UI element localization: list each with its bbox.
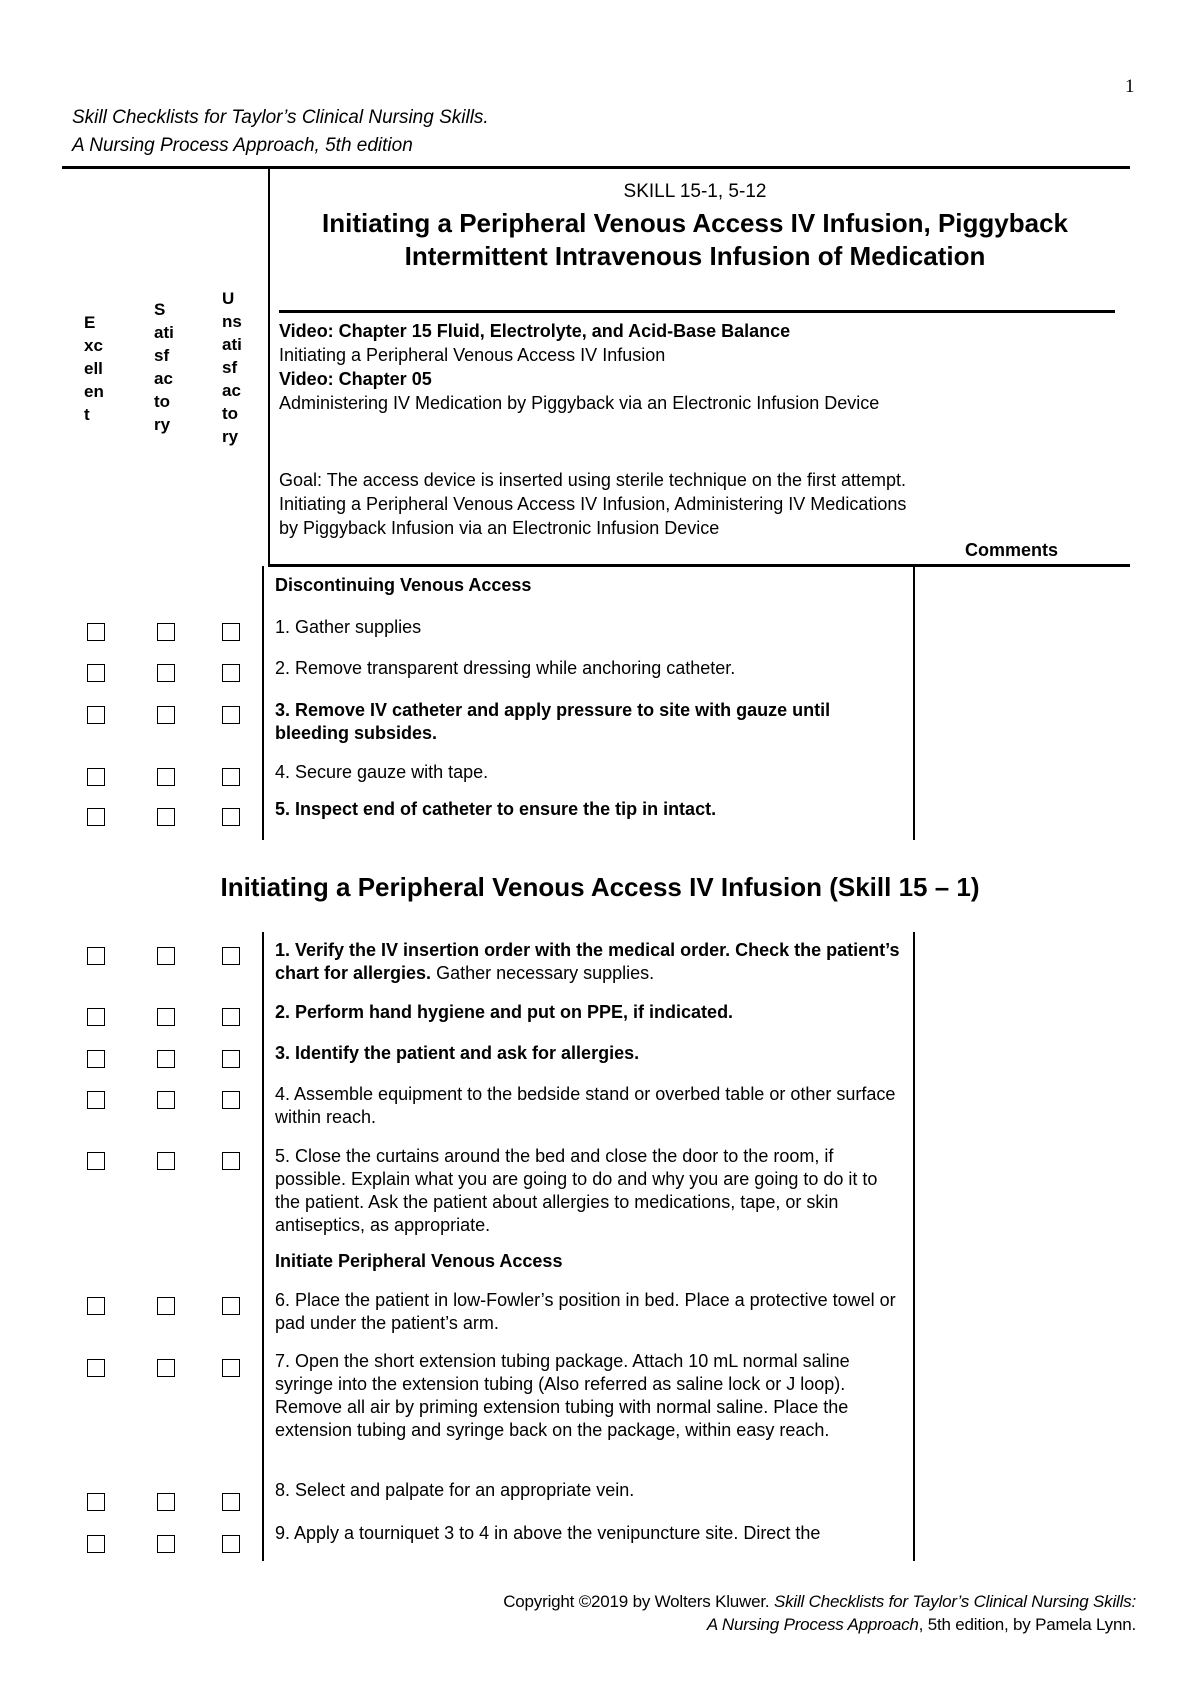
section2-step-4: 4. Assemble equipment to the bedside stand or overbed table or other surface within reach. — [275, 1084, 896, 1127]
satisfactory-checkbox[interactable] — [157, 1359, 175, 1377]
satisfactory-checkbox[interactable] — [157, 1297, 175, 1315]
column-header-fragment: t — [84, 405, 90, 424]
header-rule — [62, 166, 1130, 169]
column-header-fragment: to — [222, 404, 239, 423]
satisfactory-checkbox[interactable] — [157, 808, 175, 826]
satisfactory-checkbox[interactable] — [157, 1535, 175, 1553]
section1-heading: Discontinuing Venous Access — [275, 575, 532, 595]
title-rule — [279, 310, 1115, 313]
unsatisfactory-checkbox[interactable] — [222, 808, 240, 826]
column-header-fragment: ns — [222, 312, 242, 331]
unsatisfactory-checkbox[interactable] — [222, 1493, 240, 1511]
column-header-fragment: S — [154, 300, 166, 319]
column-header-fragment: U — [222, 289, 235, 308]
section2-subheading: Initiate Peripheral Venous Access — [275, 1251, 563, 1271]
column-header-fragment: xc — [84, 336, 103, 355]
column-header-fragment: ati — [154, 323, 174, 342]
column-header-fragment: sf — [154, 346, 170, 365]
satisfactory-checkbox[interactable] — [157, 1493, 175, 1511]
section2-step-5: 5. Close the curtains around the bed and close the door to the room, if possible. Explain what you are going to do and why you are going to do it to the patient. Ask the patient about allergies to medications, tape, or skin antiseptics, as appropriate. — [275, 1146, 878, 1235]
section1-step: 2. Remove transparent dressing while anchoring catheter. — [275, 658, 736, 678]
column-header-fragment: ell — [84, 359, 103, 378]
section2-step-7: 7. Open the short extension tubing package. Attach 10 mL normal saline syringe into the extension tubing (Also referred as saline lock or J loop). Remove all air by priming extension tubing with normal saline. Place the extension tubing and syringe back on the package, within easy reach. — [275, 1351, 850, 1440]
step-1-rest: Gather necessary supplies. — [431, 963, 655, 983]
satisfactory-checkbox[interactable] — [157, 623, 175, 641]
column-header-fragment: ry — [154, 415, 171, 434]
excellent-checkbox[interactable] — [87, 947, 105, 965]
table-top-rule — [268, 564, 1130, 567]
excellent-checkbox[interactable] — [87, 1535, 105, 1553]
footer-edition: , 5th edition, by Pamela Lynn. — [918, 1615, 1136, 1634]
section1-step: 5. Inspect end of catheter to ensure the tip in intact. — [275, 799, 717, 819]
header-line-1: Skill Checklists for Taylor’s Clinical Nursing Skills. — [72, 107, 489, 128]
goal-statement: Goal: The access device is inserted using sterile technique on the first attempt. Initiating a Peripheral Venous Access IV Infusion, Administering IV Medications by Piggyback Infusion via an Electronic Infusion Device — [279, 470, 907, 538]
section2-left-divider — [262, 932, 264, 1561]
section1-step: 4. Secure gauze with tape. — [275, 762, 489, 782]
section1-step: 3. Remove IV catheter and apply pressure to site with gauze until bleeding subsides. — [275, 700, 831, 743]
unsatisfactory-checkbox[interactable] — [222, 664, 240, 682]
section2-step-9: 9. Apply a tourniquet 3 to 4 in above the venipuncture site. Direct the — [275, 1523, 821, 1543]
excellent-checkbox[interactable] — [87, 1091, 105, 1109]
unsatisfactory-checkbox[interactable] — [222, 1050, 240, 1068]
section2-comments-divider — [913, 932, 915, 1561]
video-2-text: Administering IV Medication by Piggyback via an Electronic Infusion Device — [279, 393, 880, 413]
unsatisfactory-checkbox[interactable] — [222, 1008, 240, 1026]
excellent-checkbox[interactable] — [87, 664, 105, 682]
footer-book-subtitle: A Nursing Process Approach — [706, 1615, 919, 1634]
excellent-checkbox[interactable] — [87, 768, 105, 786]
section2-title: Initiating a Peripheral Venous Access IV Infusion (Skill 15 – 1) — [220, 872, 980, 902]
column-header-fragment: to — [154, 392, 171, 411]
unsatisfactory-checkbox[interactable] — [222, 947, 240, 965]
running-header — [72, 104, 489, 160]
satisfactory-checkbox[interactable] — [157, 1008, 175, 1026]
comments-header: Comments — [965, 540, 1059, 560]
column-header-fragment: ati — [222, 335, 242, 354]
satisfactory-checkbox[interactable] — [157, 664, 175, 682]
step-1-bold: 1. Verify the IV insertion order with the medical order. Check the patient’s chart for allergies. — [275, 940, 900, 983]
unsatisfactory-checkbox[interactable] — [222, 1152, 240, 1170]
satisfactory-checkbox[interactable] — [157, 768, 175, 786]
excellent-checkbox[interactable] — [87, 1359, 105, 1377]
column-header-satisfactory — [154, 298, 174, 436]
column-header-fragment: sf — [222, 358, 238, 377]
excellent-checkbox[interactable] — [87, 808, 105, 826]
section1-step: 1. Gather supplies — [275, 617, 422, 637]
unsatisfactory-checkbox[interactable] — [222, 1359, 240, 1377]
unsatisfactory-checkbox[interactable] — [222, 1297, 240, 1315]
section2-step-1 — [275, 939, 905, 985]
excellent-checkbox[interactable] — [87, 623, 105, 641]
section2-step-8: 8. Select and palpate for an appropriate vein. — [275, 1480, 635, 1500]
satisfactory-checkbox[interactable] — [157, 947, 175, 965]
footer-book-title: Skill Checklists for Taylor’s Clinical Nursing Skills: — [773, 1592, 1136, 1611]
unsatisfactory-checkbox[interactable] — [222, 706, 240, 724]
excellent-checkbox[interactable] — [87, 706, 105, 724]
video-references — [279, 319, 919, 415]
section2-step-2: 2. Perform hand hygiene and put on PPE, if indicated. — [275, 1002, 734, 1022]
excellent-checkbox[interactable] — [87, 1152, 105, 1170]
column-header-fragment: E — [84, 313, 96, 332]
skill-number: SKILL 15-1, 5-12 — [623, 181, 767, 202]
unsatisfactory-checkbox[interactable] — [222, 768, 240, 786]
column-header-fragment: ry — [222, 427, 239, 446]
satisfactory-checkbox[interactable] — [157, 1091, 175, 1109]
section2-step-3: 3. Identify the patient and ask for allergies. — [275, 1043, 640, 1063]
satisfactory-checkbox[interactable] — [157, 1152, 175, 1170]
video-1-label: Video: Chapter 15 Fluid, Electrolyte, and Acid-Base Balance — [279, 321, 791, 341]
video-1-text: Initiating a Peripheral Venous Access IV Infusion — [279, 345, 666, 365]
section1-left-divider — [262, 566, 264, 840]
copyright-footer — [503, 1590, 1136, 1636]
unsatisfactory-checkbox[interactable] — [222, 1535, 240, 1553]
satisfactory-checkbox[interactable] — [157, 706, 175, 724]
unsatisfactory-checkbox[interactable] — [222, 623, 240, 641]
header-line-2: A Nursing Process Approach, 5th edition — [72, 135, 413, 156]
excellent-checkbox[interactable] — [87, 1050, 105, 1068]
skill-title — [260, 207, 1130, 273]
section2-step-6: 6. Place the patient in low-Fowler’s position in bed. Place a protective towel or pad under the patient’s arm. — [275, 1290, 896, 1333]
column-header-fragment: en — [84, 382, 104, 401]
column-header-unsatisfactory — [222, 287, 242, 448]
video-2-label: Video: Chapter 05 — [279, 369, 432, 389]
unsatisfactory-checkbox[interactable] — [222, 1091, 240, 1109]
footer-copyright: Copyright ©2019 by Wolters Kluwer. — [503, 1592, 774, 1611]
column-header-fragment: ac — [222, 381, 241, 400]
skill-title-line-2: Intermittent Intravenous Infusion of Medication — [404, 241, 986, 271]
column-header-fragment: ac — [154, 369, 173, 388]
excellent-checkbox[interactable] — [87, 1493, 105, 1511]
column-header-excellent — [84, 311, 104, 426]
section1-comments-divider — [913, 566, 915, 840]
satisfactory-checkbox[interactable] — [157, 1050, 175, 1068]
excellent-checkbox[interactable] — [87, 1297, 105, 1315]
skill-title-line-1: Initiating a Peripheral Venous Access IV Infusion, Piggyback — [321, 208, 1069, 238]
page-number: 1 — [1125, 76, 1135, 97]
excellent-checkbox[interactable] — [87, 1008, 105, 1026]
